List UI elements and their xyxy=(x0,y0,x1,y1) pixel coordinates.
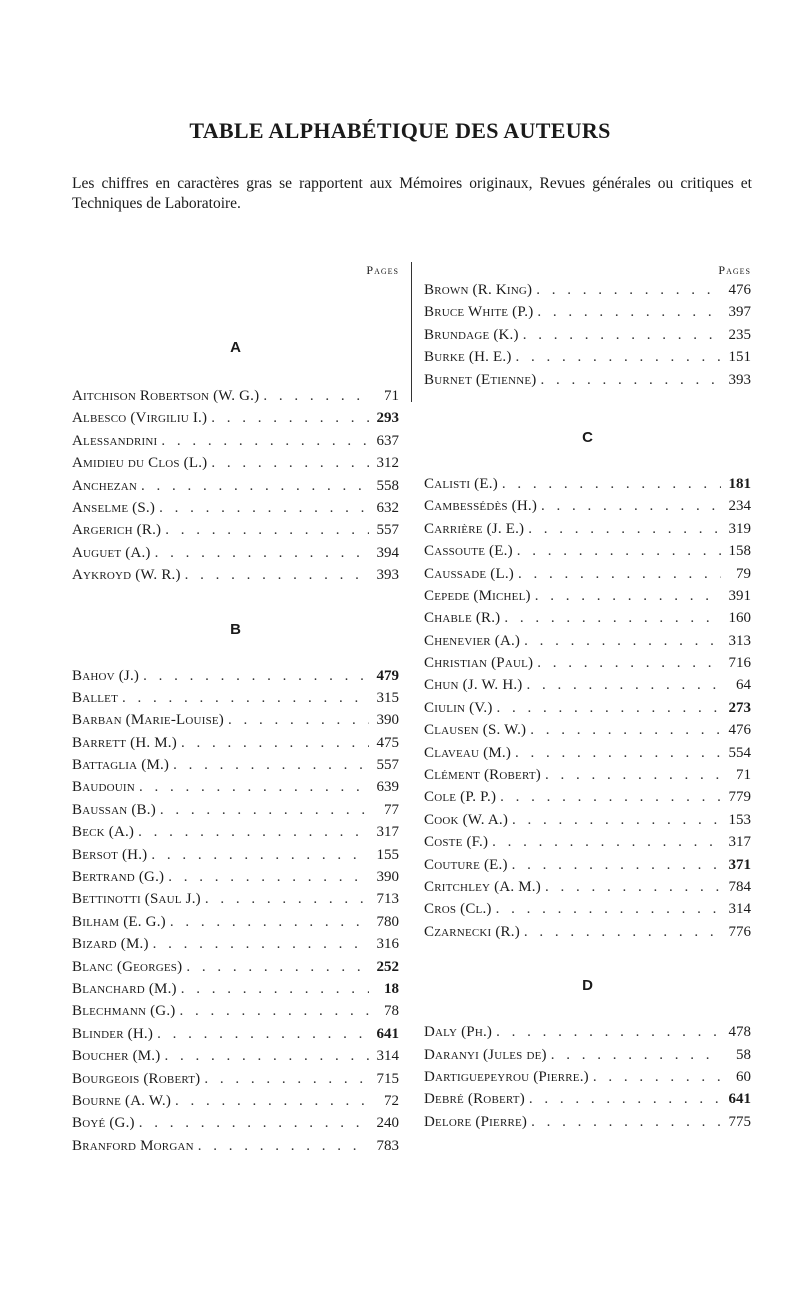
page-number: 783 xyxy=(376,1137,399,1154)
index-entry xyxy=(424,1047,751,1069)
dot-leader xyxy=(159,500,369,517)
page-number: 780 xyxy=(376,913,399,930)
page-number: 314 xyxy=(376,1048,399,1065)
author-name: Blechmann (G.) xyxy=(72,1003,176,1020)
intro-note: Les chiffres en caractères gras se rapportent aux Mémoires originaux, Revues générales ou critiques et Techniques de Laboratoire. xyxy=(72,175,752,212)
dot-leader xyxy=(181,981,369,998)
dot-leader xyxy=(512,812,721,829)
dot-leader xyxy=(205,891,369,908)
dot-leader xyxy=(143,668,369,685)
author-name: Coste (F.) xyxy=(424,834,489,851)
author-name: Brundage (K.) xyxy=(424,326,519,343)
author-name: Critchley (A. M.) xyxy=(424,878,541,895)
dot-leader xyxy=(497,700,721,717)
page-number: 181 xyxy=(728,475,751,492)
dot-leader xyxy=(537,304,721,321)
dot-leader xyxy=(531,1114,721,1131)
dot-leader xyxy=(517,543,721,560)
author-name: Ballet xyxy=(72,689,119,706)
author-name: Cook (W. A.) xyxy=(424,811,509,828)
page-number: 478 xyxy=(728,1024,751,1041)
page-number: 391 xyxy=(728,587,751,604)
author-name: Bourgeois (Robert) xyxy=(72,1070,201,1087)
page-number: 390 xyxy=(376,712,399,729)
dot-leader xyxy=(512,857,721,874)
index-entry xyxy=(424,901,751,923)
right-column-content xyxy=(424,394,751,1136)
dot-leader xyxy=(211,410,369,427)
dot-leader xyxy=(502,476,721,493)
index-entry xyxy=(424,327,751,349)
index-entry xyxy=(72,1003,399,1025)
page-number: 779 xyxy=(728,789,751,806)
page-number: 776 xyxy=(728,923,751,940)
dot-leader xyxy=(518,566,721,583)
index-entry xyxy=(424,498,751,520)
page-number: 476 xyxy=(728,722,751,739)
page-number: 317 xyxy=(376,824,399,841)
index-entry xyxy=(72,1026,399,1048)
spacer xyxy=(424,448,751,476)
dot-leader xyxy=(161,433,369,450)
author-name: Cassoute (E.) xyxy=(424,543,513,560)
author-name: Chable (R.) xyxy=(424,610,501,627)
author-name: Cole (P. P.) xyxy=(424,789,497,806)
dot-leader xyxy=(593,1069,721,1086)
dot-leader xyxy=(527,677,721,694)
page-number: 252 xyxy=(376,958,399,975)
dot-leader xyxy=(186,959,369,976)
author-name: Argerich (R.) xyxy=(72,522,162,539)
index-entry xyxy=(424,722,751,744)
author-name: Bilham (E. G.) xyxy=(72,913,166,930)
author-name: Chun (J. W. H.) xyxy=(424,677,523,694)
dot-leader xyxy=(179,1003,369,1020)
spacer xyxy=(72,358,399,388)
dot-leader xyxy=(160,802,369,819)
dot-leader xyxy=(139,779,369,796)
dot-leader xyxy=(204,1071,369,1088)
author-name: Calisti (E.) xyxy=(424,475,498,492)
page-number: 160 xyxy=(728,610,751,627)
index-entry xyxy=(72,410,399,432)
page-number: 313 xyxy=(728,632,751,649)
page-number: 784 xyxy=(728,878,751,895)
section-letter: A xyxy=(230,339,241,356)
index-entry xyxy=(72,1048,399,1070)
section-letter: B xyxy=(230,620,241,638)
page-number: 390 xyxy=(376,869,399,886)
page-number: 632 xyxy=(376,499,399,516)
index-entry xyxy=(72,802,399,824)
pages-header: Pages xyxy=(366,263,399,277)
index-entry xyxy=(424,543,751,565)
author-name: Albesco (Virgiliu I.) xyxy=(72,410,208,427)
author-name: Daranyi (Jules de) xyxy=(424,1046,547,1063)
column-divider xyxy=(411,262,412,402)
author-name: Cepede (Michel) xyxy=(424,587,531,604)
index-entry xyxy=(72,1138,399,1160)
page-number: 317 xyxy=(728,834,751,851)
index-entry xyxy=(424,588,751,610)
page-number: 558 xyxy=(376,477,399,494)
page-number: 158 xyxy=(728,543,751,560)
dot-leader xyxy=(536,282,721,299)
dot-leader xyxy=(551,1047,721,1064)
page-number: 234 xyxy=(728,498,751,515)
author-name: Bizard (M.) xyxy=(72,936,149,953)
author-name: Barrett (H. M.) xyxy=(72,734,177,751)
author-name: Czarnecki (R.) xyxy=(424,923,520,940)
index-entry xyxy=(72,959,399,981)
author-name: Bahov (J.) xyxy=(72,667,140,684)
page-number: 64 xyxy=(736,677,751,694)
page-number: 393 xyxy=(376,567,399,584)
dot-leader xyxy=(515,745,721,762)
page-number: 476 xyxy=(728,282,751,298)
spacer xyxy=(424,946,751,976)
author-name: Burke (H. E.) xyxy=(424,349,512,366)
index-entry xyxy=(72,824,399,846)
page-number: 397 xyxy=(728,304,751,321)
index-entry xyxy=(424,700,751,722)
spacer xyxy=(72,590,399,620)
index-entry xyxy=(72,914,399,936)
author-name: Brown (R. King) xyxy=(424,282,533,298)
index-entry xyxy=(424,879,751,901)
index-entry xyxy=(424,610,751,632)
index-entry xyxy=(424,304,751,326)
dot-leader xyxy=(540,372,721,389)
author-name: Alessandrini xyxy=(72,432,158,449)
page-number: 394 xyxy=(376,544,399,561)
author-name: Auguet (A.) xyxy=(72,544,151,561)
page-number: 71 xyxy=(384,388,399,404)
dot-leader xyxy=(530,722,721,739)
author-name: Clausen (S. W.) xyxy=(424,722,527,739)
index-entry xyxy=(424,521,751,543)
spacer xyxy=(72,640,399,668)
author-name: Cros (Cl.) xyxy=(424,901,492,918)
page-number: 775 xyxy=(728,1113,751,1130)
index-entry xyxy=(72,847,399,869)
author-name: Delore (Pierre) xyxy=(424,1113,528,1130)
author-name: Baudouin xyxy=(72,779,135,796)
page-number: 554 xyxy=(728,744,751,761)
index-entry xyxy=(72,668,399,690)
index-entry xyxy=(72,869,399,891)
page-number: 314 xyxy=(728,901,751,918)
left-column-content xyxy=(72,282,399,1160)
page-number: 639 xyxy=(376,779,399,796)
page-number: 78 xyxy=(384,1003,399,1020)
dot-leader xyxy=(141,478,369,495)
index-entry xyxy=(424,476,751,498)
author-name: Ciulin (V.) xyxy=(424,699,493,716)
dot-leader xyxy=(523,327,721,344)
right-column xyxy=(424,258,751,1136)
author-name: Branford Morgan xyxy=(72,1137,194,1154)
page-number: 72 xyxy=(384,1092,399,1109)
dot-leader xyxy=(211,455,369,472)
index-entry xyxy=(72,735,399,757)
author-name: Caussade (L.) xyxy=(424,565,514,582)
index-entry xyxy=(424,677,751,699)
dot-leader xyxy=(170,914,369,931)
page-number: 713 xyxy=(376,891,399,908)
dot-leader xyxy=(155,545,369,562)
page-number: 393 xyxy=(728,371,751,388)
author-name: Bettinotti (Saul J.) xyxy=(72,891,201,908)
index-entry xyxy=(424,857,751,879)
index-entry xyxy=(424,655,751,677)
page-number: 715 xyxy=(376,1070,399,1087)
index-entry xyxy=(72,388,399,410)
page-number: 479 xyxy=(376,667,399,684)
index-entry xyxy=(424,1024,751,1046)
dot-leader xyxy=(524,633,721,650)
index-entry xyxy=(424,633,751,655)
author-name: Debré (Robert) xyxy=(424,1091,525,1108)
dot-leader xyxy=(545,879,721,896)
author-name: Couture (E.) xyxy=(424,856,508,873)
author-name: Clément (Robert) xyxy=(424,767,541,784)
page-number: 637 xyxy=(376,432,399,449)
author-name: Barban (Marie-Louise) xyxy=(72,712,224,729)
page-number: 293 xyxy=(376,410,399,427)
dot-leader xyxy=(173,757,369,774)
dot-leader xyxy=(151,847,369,864)
index-entry xyxy=(72,712,399,734)
author-name: Blanchard (M.) xyxy=(72,980,177,997)
page-number: 557 xyxy=(376,522,399,539)
dot-leader xyxy=(263,388,369,405)
author-name: Aykroyd (W. R.) xyxy=(72,567,181,584)
dot-leader xyxy=(500,789,721,806)
page-number: 155 xyxy=(376,846,399,863)
index-entry xyxy=(72,478,399,500)
author-name: Cambessédès (H.) xyxy=(424,498,538,515)
page-number: 77 xyxy=(384,801,399,818)
dot-leader xyxy=(157,1026,369,1043)
index-entry xyxy=(72,433,399,455)
index-entry xyxy=(72,981,399,1003)
dot-leader xyxy=(541,498,721,515)
section-letter: D xyxy=(582,977,593,995)
page-number: 273 xyxy=(728,699,751,716)
dot-leader xyxy=(139,1115,369,1132)
page-number: 641 xyxy=(728,1091,751,1108)
page-number: 316 xyxy=(376,936,399,953)
author-name: Boucher (M.) xyxy=(72,1048,161,1065)
dot-leader xyxy=(524,924,721,941)
dot-leader xyxy=(181,735,369,752)
author-name: Aitchison Robertson (W. G.) xyxy=(72,388,260,404)
index-entry xyxy=(424,282,751,304)
left-column xyxy=(72,258,399,1160)
page-number: 151 xyxy=(728,349,751,366)
dot-leader xyxy=(185,567,369,584)
index-entry xyxy=(72,1071,399,1093)
dot-leader xyxy=(492,834,721,851)
dot-leader xyxy=(153,936,369,953)
dot-leader xyxy=(122,690,369,707)
page-title: TABLE ALPHABÉTIQUE DES AUTEURS xyxy=(189,118,611,143)
author-name: Bourne (A. W.) xyxy=(72,1092,172,1109)
author-name: Blinder (H.) xyxy=(72,1025,154,1042)
author-name: Chenevier (A.) xyxy=(424,632,521,649)
index-entry xyxy=(424,767,751,789)
page-number: 312 xyxy=(376,455,399,472)
author-name: Burnet (Etienne) xyxy=(424,371,537,388)
author-name: Beck (A.) xyxy=(72,824,135,841)
index-entry xyxy=(72,545,399,567)
index-entry xyxy=(72,757,399,779)
author-name: Blanc (Georges) xyxy=(72,958,183,975)
author-name: Dartiguepeyrou (Pierre.) xyxy=(424,1068,589,1085)
index-entry xyxy=(72,1093,399,1115)
section-letter: C xyxy=(582,428,593,446)
author-name: Bersot (H.) xyxy=(72,846,148,863)
index-entry xyxy=(72,891,399,913)
dot-leader xyxy=(164,1048,369,1065)
dot-leader xyxy=(496,1024,721,1041)
dot-leader xyxy=(535,588,721,605)
author-name: Baussan (B.) xyxy=(72,801,156,818)
index-entry xyxy=(72,1115,399,1137)
author-name: Battaglia (M.) xyxy=(72,757,170,774)
index-entry xyxy=(424,1114,751,1136)
index-entry xyxy=(424,1091,751,1113)
author-name: Bertrand (G.) xyxy=(72,869,165,886)
author-name: Anchezan xyxy=(72,477,137,494)
author-name: Claveau (M.) xyxy=(424,744,512,761)
dot-leader xyxy=(537,655,721,672)
page-number: 315 xyxy=(376,689,399,706)
dot-leader xyxy=(198,1138,369,1155)
page-number: 153 xyxy=(728,811,751,828)
page-number: 18 xyxy=(384,980,399,997)
right-column-top-entries xyxy=(424,282,751,394)
spacer xyxy=(424,394,751,428)
index-entry xyxy=(424,745,751,767)
index-entry xyxy=(424,789,751,811)
index-entry xyxy=(72,779,399,801)
dot-leader xyxy=(138,824,369,841)
author-name: Amidieu du Clos (L.) xyxy=(72,455,208,472)
dot-leader xyxy=(545,767,721,784)
dot-leader xyxy=(516,349,721,366)
page-number: 71 xyxy=(736,767,751,784)
page-number: 371 xyxy=(728,856,751,873)
dot-leader xyxy=(228,712,369,729)
page-number: 716 xyxy=(728,655,751,672)
page-number: 60 xyxy=(736,1068,751,1085)
dot-leader xyxy=(529,1091,721,1108)
index-entry xyxy=(72,690,399,712)
page-number: 319 xyxy=(728,520,751,537)
dot-leader xyxy=(165,522,369,539)
dot-leader xyxy=(496,901,721,918)
index-entry xyxy=(72,936,399,958)
index-entry xyxy=(424,566,751,588)
index-entry xyxy=(72,567,399,589)
page-number: 235 xyxy=(728,326,751,343)
page-number: 475 xyxy=(376,734,399,751)
page-number: 79 xyxy=(736,565,751,582)
dot-leader xyxy=(168,869,369,886)
author-name: Anselme (S.) xyxy=(72,499,156,516)
page-number: 641 xyxy=(376,1025,399,1042)
spacer xyxy=(424,996,751,1024)
index-entry xyxy=(424,812,751,834)
index-entry xyxy=(424,1069,751,1091)
index-entry xyxy=(424,349,751,371)
author-name: Daly (Ph.) xyxy=(424,1024,493,1041)
dot-leader xyxy=(504,610,721,627)
index-entry xyxy=(424,924,751,946)
index-entry xyxy=(72,455,399,477)
dot-leader xyxy=(528,521,721,538)
pages-header: Pages xyxy=(718,263,751,277)
index-entry xyxy=(424,372,751,394)
author-name: Bruce White (P.) xyxy=(424,304,534,321)
author-name: Carrière (J. E.) xyxy=(424,520,525,537)
page-number: 58 xyxy=(736,1046,751,1063)
page-number: 240 xyxy=(376,1115,399,1132)
index-entry xyxy=(424,834,751,856)
index-entry xyxy=(72,522,399,544)
page-number: 557 xyxy=(376,757,399,774)
dot-leader xyxy=(175,1093,369,1110)
author-name: Christian (Paul) xyxy=(424,655,534,672)
author-name: Boyé (G.) xyxy=(72,1115,135,1132)
index-entry xyxy=(72,500,399,522)
spacer xyxy=(72,282,399,338)
